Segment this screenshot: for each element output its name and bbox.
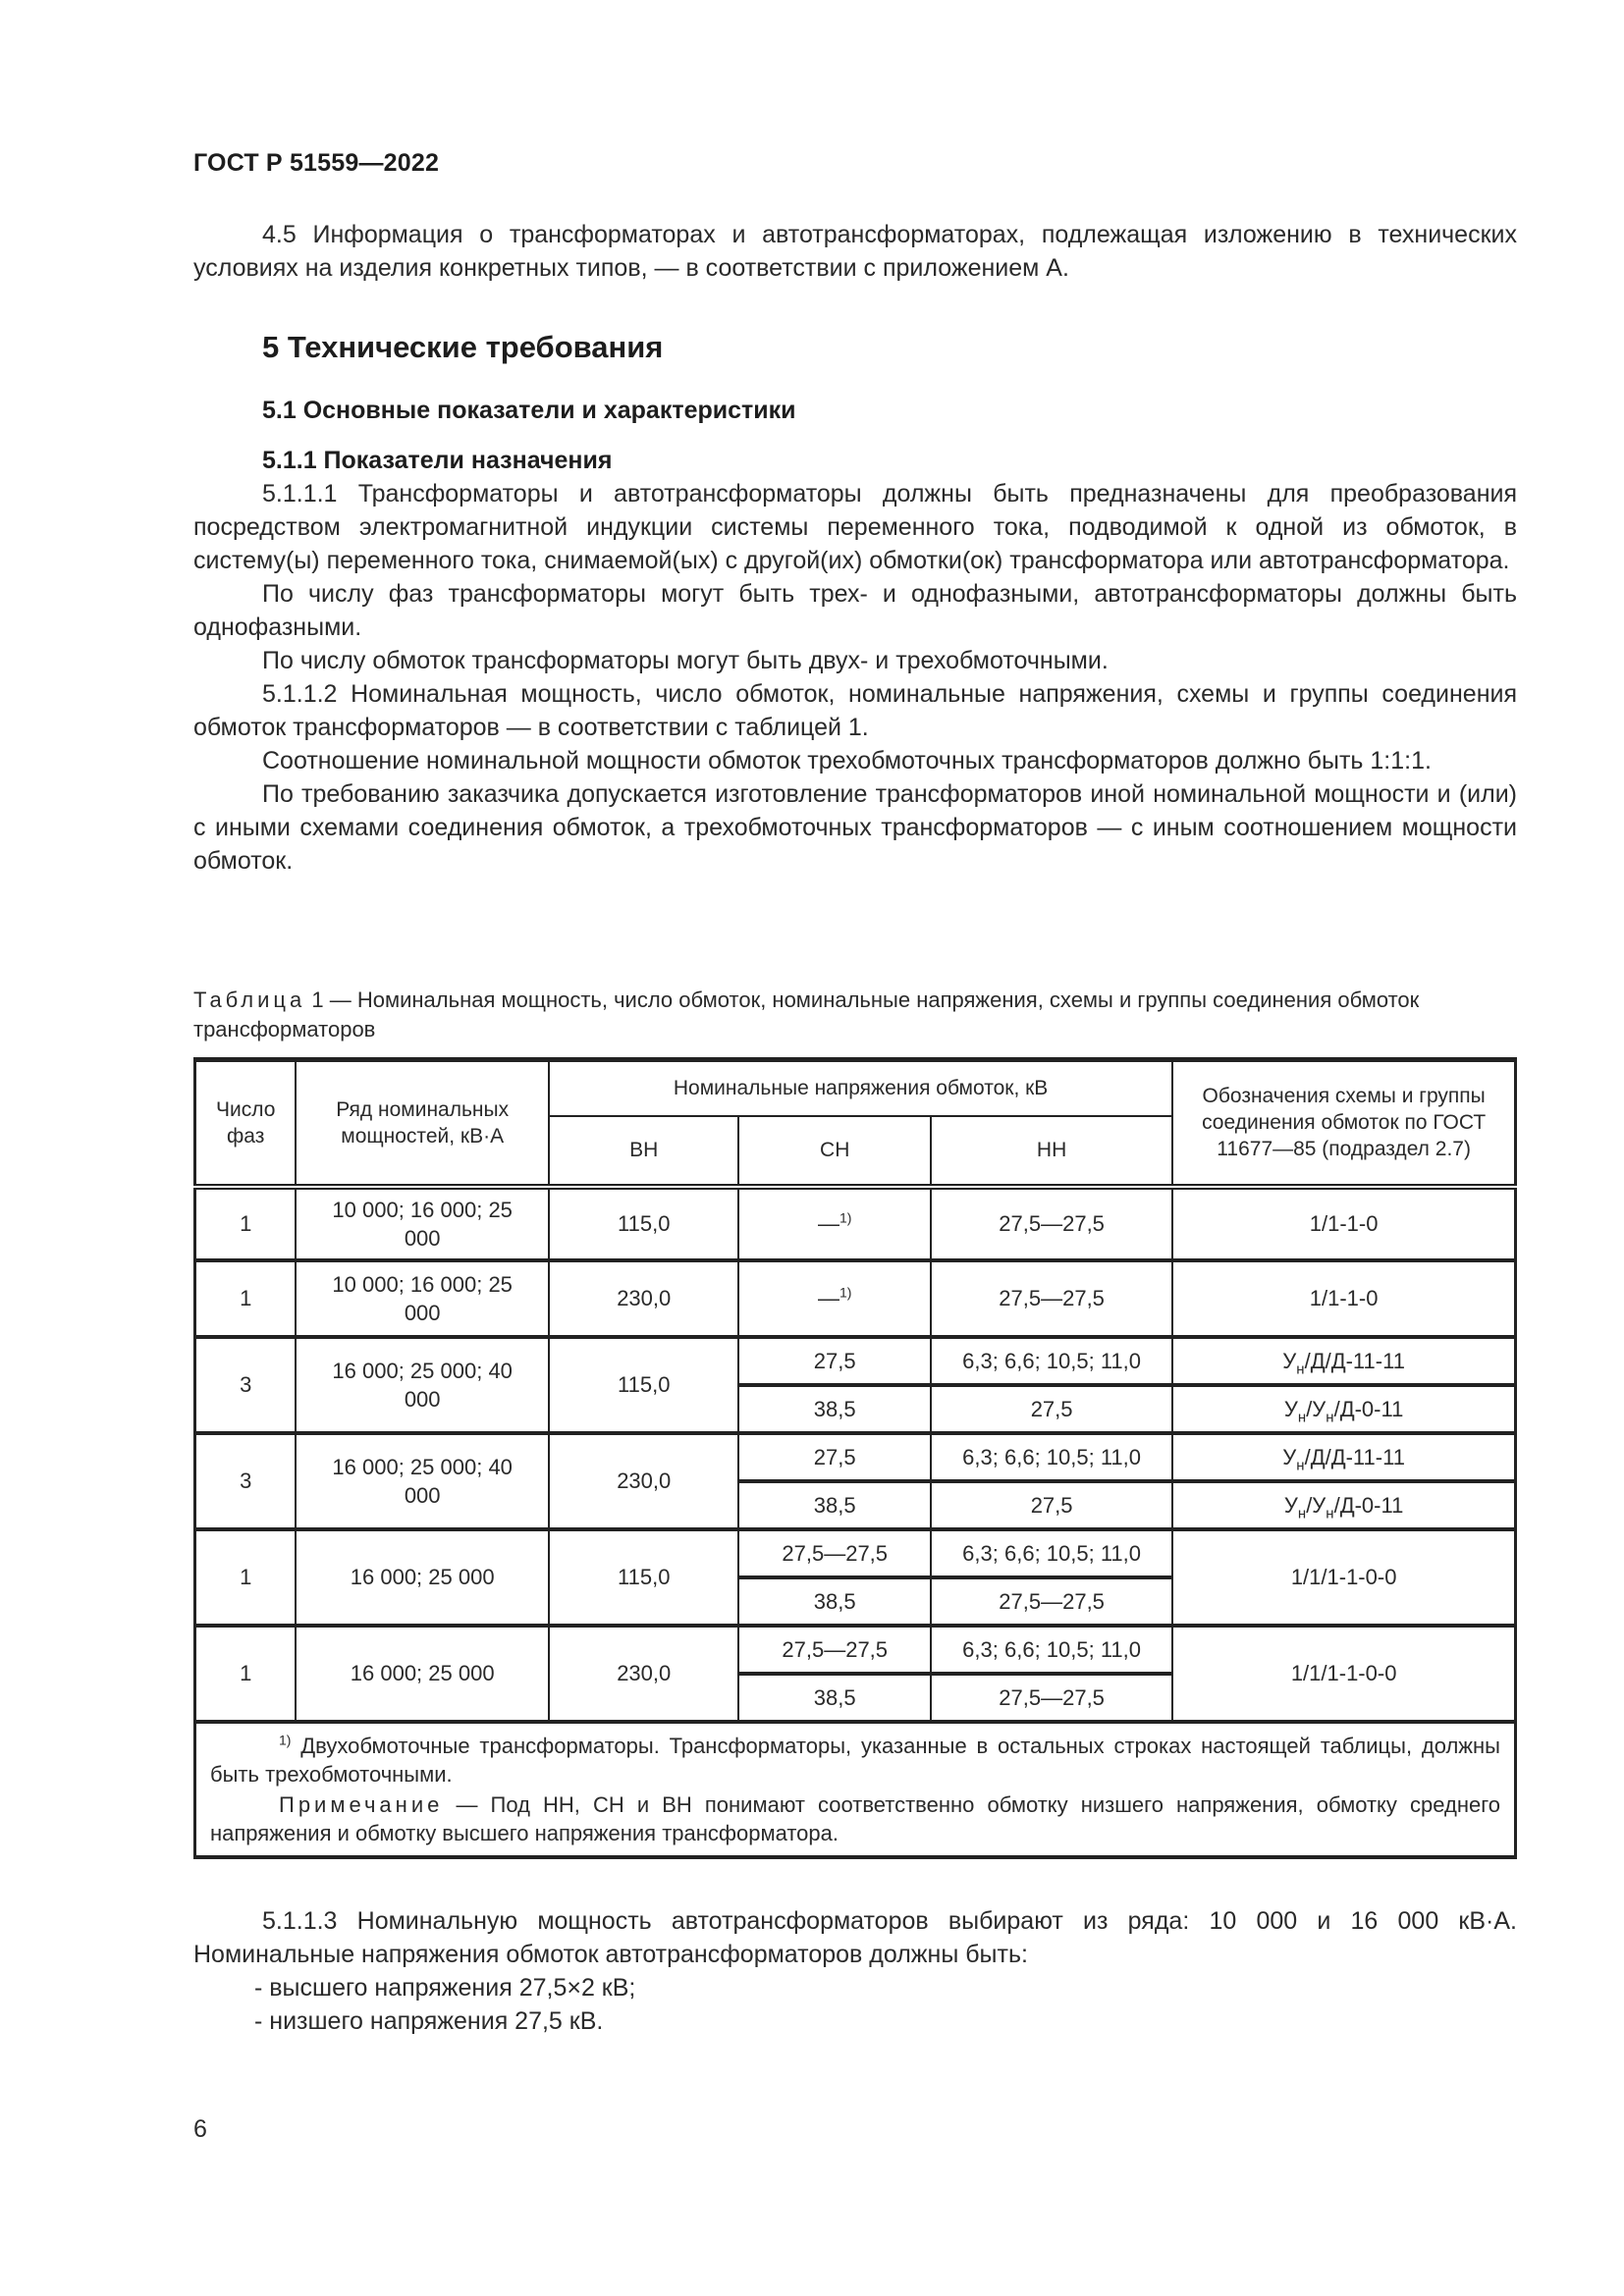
cell-vn: 115,0 (549, 1529, 739, 1626)
cell-nn: 27,5 (931, 1385, 1172, 1433)
table-row (195, 1337, 1516, 1385)
scheme-subscript: н (1297, 1504, 1307, 1522)
cell-vn: 230,0 (549, 1626, 739, 1722)
subsection-5-1-heading (193, 397, 1517, 425)
cell-sn-dash: — (817, 1211, 839, 1236)
document-header-id: ГОСТ Р 51559—2022 (193, 149, 440, 177)
cell-vn: 230,0 (549, 1433, 739, 1529)
paragraph-5-1-1-2: 5.1.1.2 Номинальная мощность, число обмоток, номинальные напряжения, схемы и группы соединения обмоток трансформаторов — в соответствии с таблицей 1. (193, 680, 1517, 741)
cell-nn: 27,5 (931, 1481, 1172, 1529)
list-item: - низшего напряжения 27,5 кВ. (254, 2007, 604, 2035)
header-nn: НН (931, 1116, 1172, 1187)
cell-power: 16 000; 25 000 (296, 1626, 549, 1722)
cell-scheme (1172, 1433, 1515, 1481)
scheme-part: У (1282, 1348, 1297, 1373)
section-5-heading (193, 330, 1517, 365)
footnote (210, 1732, 1500, 1789)
cell-nn: 6,3; 6,6; 10,5; 11,0 (931, 1529, 1172, 1577)
scheme-part: У (1283, 1396, 1298, 1421)
table-row (195, 1433, 1516, 1481)
cell-phases: 1 (195, 1260, 297, 1337)
header-vn: ВН (549, 1116, 739, 1187)
scheme-part: У (1283, 1492, 1298, 1518)
paragraph-text: 5.1.1.3 Номинальную мощность автотрансформаторов выбирают из ряда: 10 000 и 16 000 кВ·А. Номинальные напряжения обмоток автотрансформаторов должны быть: (193, 1907, 1517, 1968)
cell-scheme (1172, 1481, 1515, 1529)
scheme-part: /Д/Д-11-11 (1304, 1444, 1405, 1469)
cell-power: 10 000; 16 000; 25 000 (296, 1187, 549, 1260)
cell-nn: 27,5—27,5 (931, 1187, 1172, 1260)
cell-sn-dash: — (817, 1286, 839, 1310)
table-header-row (195, 1060, 1516, 1116)
paragraph-ratio: Соотношение номинальной мощности обмоток трехобмоточных трансформаторов должно быть 1:1:1. (262, 747, 1432, 774)
cell-phases: 1 (195, 1187, 297, 1260)
cell-phases: 1 (195, 1529, 297, 1626)
subsubsection-title: 5.1.1 Показатели назначения (262, 447, 613, 474)
note-text: — Под НН, СН и ВН понимают соответственно обмотку низшего напряжения, обмотку среднего напряжения и обмотку высшего напряжения трансформатора. (210, 1791, 1500, 1845)
cell-scheme (1172, 1385, 1515, 1433)
subsection-title: 5.1 Основные показатели и характеристики (262, 397, 796, 424)
scheme-part: /У (1306, 1396, 1326, 1421)
cell-scheme (1172, 1337, 1515, 1385)
table-row (195, 1187, 1516, 1260)
footnote-mark: 1) (279, 1732, 292, 1748)
cell-sn: 27,5—27,5 (738, 1529, 930, 1577)
header-voltages: Номинальные напряжения обмоток, кВ (549, 1060, 1172, 1116)
cell-nn: 27,5—27,5 (931, 1577, 1172, 1626)
cell-power: 16 000; 25 000; 40 000 (296, 1433, 549, 1529)
cell-power: 10 000; 16 000; 25 000 (296, 1260, 549, 1337)
table-note (210, 1790, 1500, 1847)
paragraph-5-1-1-3 (193, 1904, 1517, 2038)
paragraph-5-1-1-1: 5.1.1.1 Трансформаторы и автотрансформаторы должны быть предназначены для преобразования посредством электромагнитной индукции системы переменного тока, подводимой к одной из обмоток, в систему(ы) переменного тока, снимаемой(ых) с другой(их) обмотки(ок) трансформатора или автотрансформатора. (193, 480, 1517, 574)
list-item: - высшего напряжения 27,5×2 кВ; (254, 1974, 636, 2002)
paragraph-customer: По требованию заказчика допускается изготовление трансформаторов иной номинальной мощности и (или) с иными схемами соединения обмоток, а трехобмоточных трансформаторов — с иным соотношением мощности обмоток. (193, 780, 1517, 875)
cell-nn: 27,5—27,5 (931, 1674, 1172, 1722)
section-title: 5 Технические требования (262, 330, 664, 364)
cell-power: 16 000; 25 000 (296, 1529, 549, 1626)
cell-vn: 230,0 (549, 1260, 739, 1337)
cell-sn: 38,5 (738, 1481, 930, 1529)
note-label: Примечание (279, 1791, 444, 1817)
cell-phases: 3 (195, 1337, 297, 1433)
table-row (195, 1260, 1516, 1337)
cell-sn: 27,5—27,5 (738, 1626, 930, 1674)
page-number: 6 (193, 2115, 207, 2143)
header-phases: Число фаз (195, 1060, 297, 1187)
table-footnote-cell (195, 1722, 1516, 1857)
cell-sn: 27,5 (738, 1337, 930, 1385)
paragraph-text: 4.5 Информация о трансформаторах и автотрансформаторах, подлежащая изложению в технических условиях на изделия конкретных типов, — в соответствии с приложением А. (193, 221, 1517, 282)
cell-phases: 1 (195, 1626, 297, 1722)
scheme-part: У (1282, 1444, 1297, 1469)
scheme-part: /Д-0-11 (1333, 1492, 1404, 1518)
scheme-subscript: н (1326, 1504, 1334, 1522)
cell-sn: 27,5 (738, 1433, 930, 1481)
paragraph-4-5 (193, 218, 1517, 285)
scheme-subscript: н (1296, 1360, 1305, 1377)
cell-sn (738, 1260, 930, 1337)
cell-nn: 6,3; 6,6; 10,5; 11,0 (931, 1626, 1172, 1674)
table-1 (193, 1057, 1517, 1859)
scheme-part: /Д/Д-11-11 (1304, 1348, 1405, 1373)
table-row (195, 1626, 1516, 1674)
cell-vn: 115,0 (549, 1187, 739, 1260)
footnote-ref: 1) (839, 1284, 852, 1301)
scheme-subscript: н (1326, 1408, 1334, 1425)
paragraph-phases: По числу фаз трансформаторы могут быть трех- и однофазными, автотрансформаторы должны быть однофазными. (193, 580, 1517, 641)
cell-phases: 3 (195, 1433, 297, 1529)
cell-sn: 38,5 (738, 1385, 930, 1433)
cell-sn: 38,5 (738, 1674, 930, 1722)
cell-nn: 6,3; 6,6; 10,5; 11,0 (931, 1433, 1172, 1481)
table-caption-label: Таблица (193, 988, 306, 1012)
footnote-ref: 1) (839, 1209, 852, 1226)
header-scheme: Обозначения схемы и группы соединения обмоток по ГОСТ 11677—85 (подраздел 2.7) (1172, 1060, 1515, 1187)
footnote-text: Двухобмоточные трансформаторы. Трансформаторы, указанные в остальных строках настоящей таблицы, должны быть трехобмоточными. (210, 1733, 1500, 1787)
cell-sn: 38,5 (738, 1577, 930, 1626)
cell-scheme: 1/1-1-0 (1172, 1260, 1515, 1337)
scheme-subscript: н (1297, 1408, 1307, 1425)
scheme-part: /Д-0-11 (1333, 1396, 1404, 1421)
scheme-subscript: н (1296, 1456, 1305, 1473)
cell-scheme: 1/1/1-1-0-0 (1172, 1626, 1515, 1722)
header-power: Ряд номинальных мощностей, кВ·А (296, 1060, 549, 1187)
cell-power: 16 000; 25 000; 40 000 (296, 1337, 549, 1433)
cell-nn: 6,3; 6,6; 10,5; 11,0 (931, 1337, 1172, 1385)
scheme-part: /У (1306, 1492, 1326, 1518)
cell-nn: 27,5—27,5 (931, 1260, 1172, 1337)
table-caption-text: 1 — Номинальная мощность, число обмоток, номинальные напряжения, схемы и группы соединения обмоток трансформаторов (193, 988, 1420, 1041)
table-footnote-row (195, 1722, 1516, 1857)
table-row (195, 1529, 1516, 1577)
table-caption (193, 986, 1517, 1044)
cell-vn: 115,0 (549, 1337, 739, 1433)
cell-scheme: 1/1/1-1-0-0 (1172, 1529, 1515, 1626)
cell-sn (738, 1187, 930, 1260)
header-sn: СН (738, 1116, 930, 1187)
paragraph-windings: По числу обмоток трансформаторы могут быть двух- и трехобмоточными. (262, 647, 1109, 674)
cell-scheme: 1/1-1-0 (1172, 1187, 1515, 1260)
subsection-5-1-1-block (193, 444, 1517, 878)
